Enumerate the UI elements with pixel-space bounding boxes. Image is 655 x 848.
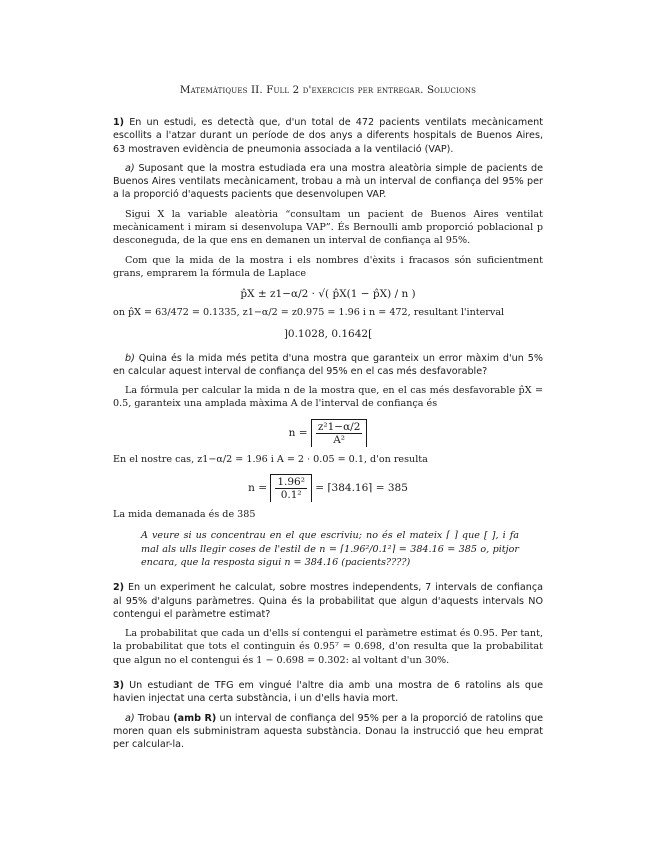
sample-size-calc-fraction xyxy=(275,476,307,501)
exercise-1a-solution-2: Com que la mida de la mostra i els nombres d'èxits i fracasos són suficientment grans, emprarem la fórmula de Laplace xyxy=(113,254,543,279)
exercise-3a-post: un interval de confiança del 95% per a la proporció de ratolins que moren quan els subministram aquesta substància. Donau la instrucció que heu emprat per calcular-la. xyxy=(113,712,543,751)
exercise-2-solution: La probabilitat que cada un d'ells sí contengui el paràmetre estimat és 0.95. Per tant, la probabilitat que tots el continguin és 0.95⁷ = 0.698, d'on resulta que la probabilitat que algun no el contengui és 1 − 0.698 = 0.302: al voltant d'un 30%. xyxy=(113,628,543,666)
exercise-1a-statement xyxy=(113,162,543,202)
exercise-1b-statement xyxy=(113,352,543,379)
page-content xyxy=(113,84,543,752)
exercise-2-statement xyxy=(113,581,543,621)
exercise-1-number: 1) xyxy=(113,117,125,128)
teacher-remark: A veure si us concentrau en el que escriviu; no és el mateix ⌈ ⌉ que [ ], i fa mal als ulls llegir coses de l'estil de n = ⌈1.96²/0.1²⌉ = 384.16 = 385 o, pitjor encara, que la resposta sigui n = 384.16 (pacients????) xyxy=(141,530,519,568)
sample-size-calc-denominator: 0.1² xyxy=(280,489,302,502)
exercise-1-statement xyxy=(113,116,543,156)
exercise-2-text: En un experiment he calculat, sobre mostres independents, 7 intervals de confiança al 95% d'alguns paràmetres. Quina és la probabilitat que algun d'aquests intervals NO contengui el paràmetre estimat? xyxy=(113,582,543,620)
sample-size-calc-ceiling xyxy=(270,474,312,502)
exercise-3-statement xyxy=(113,679,543,706)
sample-size-calc-rhs: = ⌈384.16⌉ = 385 xyxy=(315,482,408,495)
exercise-3a-statement xyxy=(113,712,543,752)
exercise-1b-solution-1: La fórmula per calcular la mida n de la mostra que, en el cas més desfavorable p̂X = 0.5, garanteix una amplada màxima A de l'interval de confiança és xyxy=(113,385,543,410)
exercise-3a-bold: (amb R) xyxy=(173,712,217,724)
exercise-1a-label: a) xyxy=(125,162,135,174)
page-title: Matemàtiques II. Full 2 d'exercicis per entregar. Solucions xyxy=(179,84,477,96)
sample-size-formula xyxy=(113,419,543,447)
exercise-3a-pre: Trobau xyxy=(137,712,170,724)
sample-size-numerator: z²1−α/2 xyxy=(317,420,361,433)
exercise-1b-label: b) xyxy=(125,352,135,364)
laplace-formula: p̂X ± z1−α/2 · √( p̂X(1 − p̂X) / n ) xyxy=(240,288,416,301)
exercise-1b-solution-2: En el nostre cas, z1−α/2 = 1.96 i A = 2 · 0.05 = 0.1, d'on resulta xyxy=(113,453,428,465)
exercise-3-number: 3) xyxy=(113,680,125,692)
sample-size-formula-ceiling xyxy=(311,419,368,447)
exercise-1a-text: Suposant que la mostra estudiada era una mostra aleatòria simple de pacients de Buenos Aires ventilats mecànicament, trobau a mà un interval de confiança del 95% per a la proporció d'aquests pacients que desenvolupen VAP. xyxy=(113,162,543,201)
exercise-1a-solution-1: Sigui X la variable aleatòria “consultam un pacient de Buenos Aires ventilat mecànicament i miram si desenvolupa VAP”. És Bernoulli amb proporció poblacional p desconeguda, de la que ens en demanen un interval de confiança al 95%. xyxy=(113,208,543,247)
exercise-1-text: En un estudi, es detectà que, d'un total de 472 pacients ventilats mecànicament escollits a l'atzar durant un període de dos anys a diferents hospitals de Buenos Aires, 63 mostraven evidència de pneumonia associada a la ventilació (VAP). xyxy=(113,117,543,155)
exercise-1b-text: Quina és la mida més petita d'una mostra que garanteix un error màxim d'un 5% en calcular aquest interval de confiança del 95% en el cas més desfavorable? xyxy=(113,352,543,377)
exercise-2-number: 2) xyxy=(113,582,125,594)
exercise-3a-label: a) xyxy=(125,712,135,724)
sample-size-calc-lhs: n = xyxy=(248,482,268,495)
confidence-interval-result: ]0.1028, 0.1642[ xyxy=(283,327,373,340)
exercise-1a-solution-3: on p̂X = 63/472 = 0.1335, z1−α/2 = z0.975 = 1.96 i n = 472, resultant l'interval xyxy=(113,307,505,319)
sample-size-calc-numerator: 1.96² xyxy=(277,476,305,489)
sample-size-formula-lhs: n = xyxy=(288,426,308,439)
exercise-1b-solution-3: La mida demanada és de 385 xyxy=(113,509,256,521)
sample-size-calculation xyxy=(113,474,543,502)
sample-size-denominator: A² xyxy=(333,433,346,446)
exercise-3-text: Un estudiant de TFG em vingué l'altre dia amb una mostra de 6 ratolins als que havien injectat una certa substància, i un d'ells havia mort. xyxy=(113,680,543,705)
sample-size-fraction xyxy=(316,421,363,446)
